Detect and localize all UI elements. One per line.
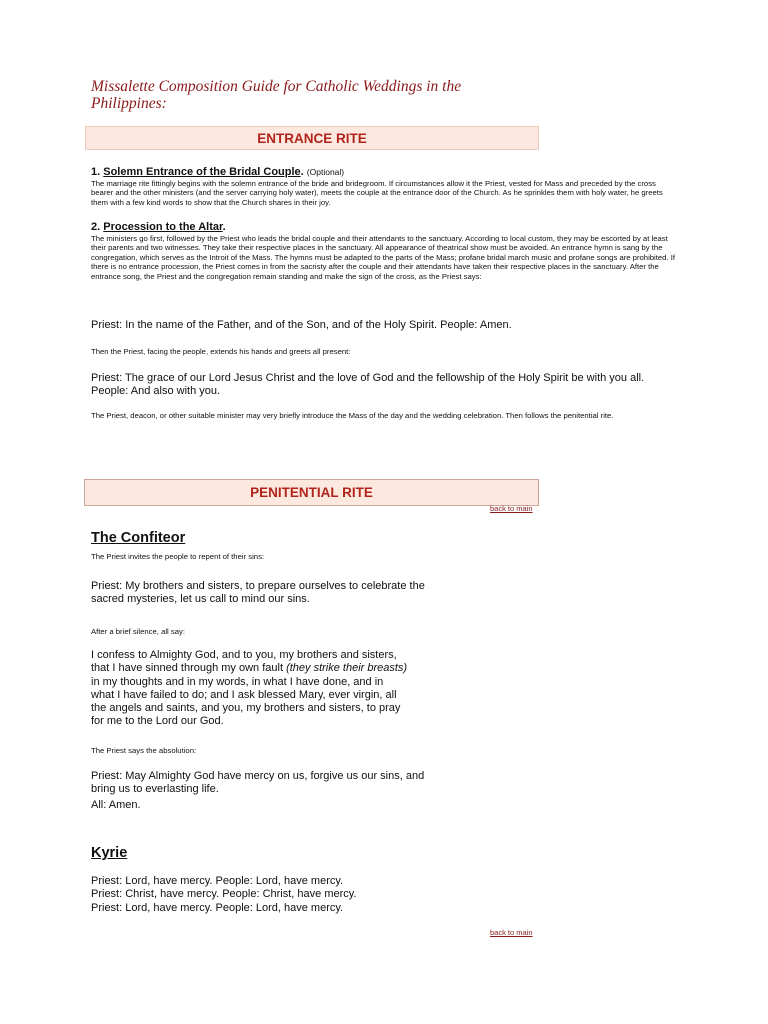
back-to-main-link[interactable]: back to main (490, 504, 533, 513)
prayer-line: for me to the Lord our God. (91, 715, 224, 728)
invitation (91, 580, 511, 607)
prayer-text: that I have sinned through my own fault (91, 662, 287, 675)
item-body: The ministers go first, followed by the Priest who leads the bridal couple and their attendants to the sanctuary. According to local custom, they may be escorted by at least their parents and two witnesses. They take their respective places in the sanctuary. All appearance of theatrical show must be avoided. An entrance hymn is sang by the congregation, which serves as the Introit of the Mass. The hymns must be adapted to the parts of the Mass; profane bridal march music and profane songs are prohibited. If there is no entrance procession, the Priest comes in from the sacristy after the couple and their attendants have taken their respective places in the sanctuary. After the entrance song, the Priest and the congregation remain standing and make the sign of the cross, as the Priest says: (91, 234, 675, 281)
prayer-line (91, 662, 511, 675)
item-number: 1. (91, 166, 101, 178)
item-heading: 1. Solemn Entrance of the Bridal Couple. (Optional) (91, 166, 345, 178)
invitation-line: sacred mysteries, let us call to mind our sins. (91, 593, 310, 606)
amen: All: Amen. (91, 799, 141, 811)
greeting: Priest: The grace of our Lord Jesus Christ and the love of God and the fellowship of the Holy Spirit be with you all. People: And also with you. (91, 372, 645, 398)
confiteor-rubric: The Priest invites the people to repent of their sins: (91, 552, 265, 561)
kyrie-heading: Kyrie (91, 845, 128, 861)
item-heading-text: Procession to the Altar (103, 221, 223, 233)
kyrie-line: Priest: Christ, have mercy. People: Christ, have mercy. (91, 888, 357, 901)
page-title: Missalette Composition Guide for Catholic Weddings in the Philippines: (91, 78, 462, 112)
prayer-rubric-italic: (they strike their breasts) (286, 662, 408, 675)
optional-note: (Optional) (306, 167, 345, 177)
back-to-main-link[interactable]: back to main (490, 928, 533, 937)
kyrie-line: Priest: Lord, have mercy. People: Lord, have mercy. (91, 875, 344, 887)
item-number: 2. (91, 221, 101, 233)
penitential-rite-banner: PENITENTIAL RITE (84, 479, 539, 506)
greeting-rubric: Then the Priest, facing the people, extends his hands and greets all present: (91, 347, 351, 356)
prayer-line: I confess to Almighty God, and to you, my brothers and sisters, (91, 649, 397, 661)
item-body: The marriage rite fittingly begins with the solemn entrance of the bride and bridegroom. If circumstances allow it the Priest, vested for Mass and preceded by the cross bearer and the other ministers (and the server carrying holy water), meets the couple at the entrance door of the Church. As he sprinkles them with holy water, he greets them with a few kind words to show that the Church shares in their joy. (91, 179, 663, 207)
kyrie-line: Priest: Lord, have mercy. People: Lord, have mercy. (91, 901, 344, 914)
confiteor-prayer (91, 649, 511, 729)
prayer-line: in my thoughts and in my words, in what I have done, and in (91, 675, 384, 688)
silence-rubric: After a brief silence, all say: (91, 627, 185, 636)
intro-rubric: The Priest, deacon, or other suitable minister may very briefly introduce the Mass of the day and the wedding celebration. Then follows the penitential rite. (91, 411, 614, 420)
absolution-line: bring us to everlasting life. (91, 783, 219, 796)
absolution-line: Priest: May Almighty God have mercy on us, forgive us our sins, and (91, 770, 425, 782)
item-heading-text: Solemn Entrance of the Bridal Couple (103, 166, 301, 178)
prayer-line: what I have failed to do; and I ask blessed Mary, ever virgin, all (91, 688, 397, 701)
prayer-line: the angels and saints, and you, my brothers and sisters, to pray (91, 702, 401, 715)
item-procession (91, 221, 677, 281)
entrance-rite-banner: ENTRANCE RITE (85, 126, 539, 150)
invitation-line: Priest: My brothers and sisters, to prepare ourselves to celebrate the (91, 580, 425, 592)
sign-of-cross: Priest: In the name of the Father, and of the Son, and of the Holy Spirit. People: Amen. (91, 319, 512, 331)
kyrie-text (91, 875, 511, 915)
absolution (91, 770, 511, 797)
absolution-rubric: The Priest says the absolution: (91, 746, 197, 755)
item-heading: 2. Procession to the Altar. (91, 221, 226, 233)
confiteor-heading: The Confiteor (91, 530, 186, 546)
item-solemn-entrance (91, 166, 677, 207)
